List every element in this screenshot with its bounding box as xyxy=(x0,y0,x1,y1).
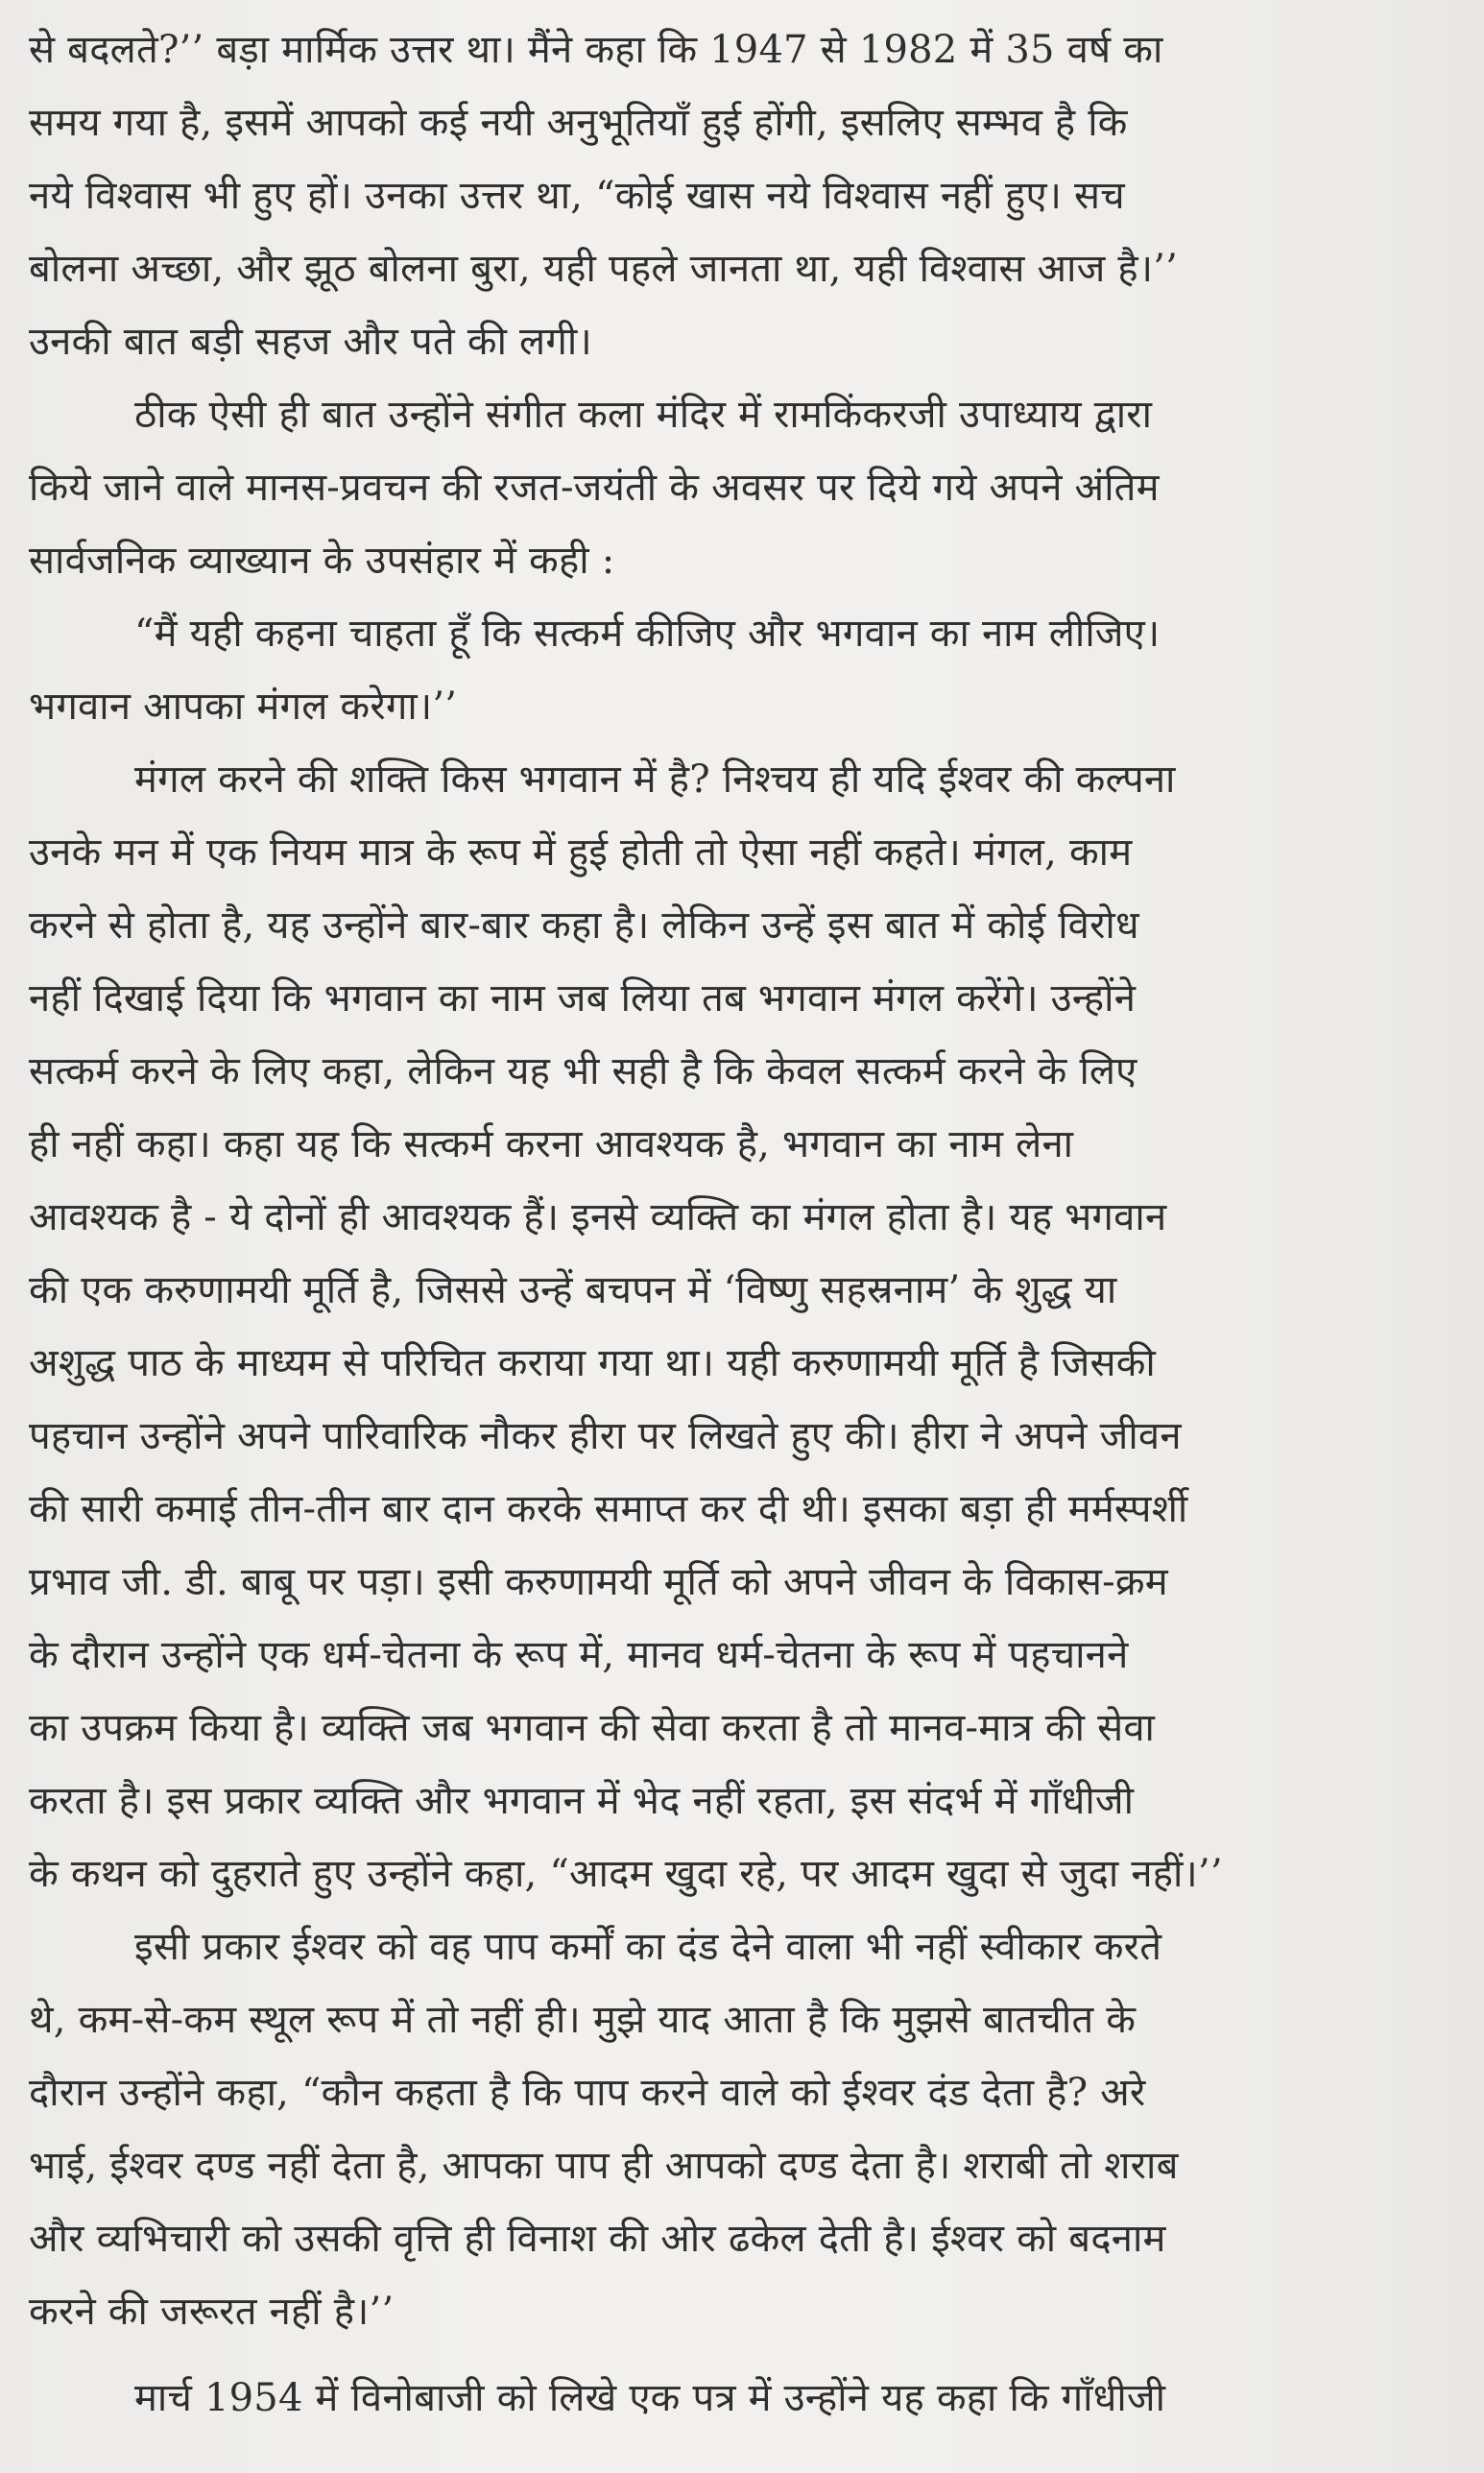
text-line: ही नहीं कहा। कहा यह कि सत्कर्म करना आवश्यक है, भगवान का नाम लेना xyxy=(29,1122,1074,1166)
text-line: “मैं यही कहना चाहता हूँ कि सत्कर्म कीजिए और भगवान का नाम लीजिए। xyxy=(134,612,1161,656)
text-line: करने की जरूरत नहीं है।’’ xyxy=(29,2290,395,2334)
text-line: के दौरान उन्होंने एक धर्म-चेतना के रूप में, मानव धर्म-चेतना के रूप में पहचानने xyxy=(29,1633,1129,1677)
text-line: पहचान उन्होंने अपने पारिवारिक नौकर हीरा पर लिखते हुए की। हीरा ने अपने जीवन xyxy=(29,1414,1182,1458)
text-line: से बदलते?’’ बड़ा मार्मिक उत्तर था। मैंने कहा कि 1947 से 1982 में 35 वर्ष का xyxy=(29,28,1163,72)
text-line: सार्वजनिक व्याख्यान के उपसंहार में कही : xyxy=(29,539,615,583)
text-line: नहीं दिखाई दिया कि भगवान का नाम जब लिया तब भगवान मंगल करेंगे। उन्होंने xyxy=(29,976,1137,1020)
text-line: समय गया है, इसमें आपको कई नयी अनुभूतियाँ हुई होंगी, इसलिए सम्भव है कि xyxy=(29,101,1128,145)
text-line: थे, कम-से-कम स्थूल रूप में तो नहीं ही। मुझे याद आता है कि मुझसे बातचीत के xyxy=(29,1998,1137,2042)
text-line: मंगल करने की शक्ति किस भगवान में है? निश्चय ही यदि ईश्वर की कल्पना xyxy=(134,757,1176,802)
text-line: करता है। इस प्रकार व्यक्ति और भगवान में भेद नहीं रहता, इस संदर्भ में गाँधीजी xyxy=(29,1779,1135,1823)
text-line: की सारी कमाई तीन-तीन बार दान करके समाप्त कर दी थी। इसका बड़ा ही मर्मस्पर्शी xyxy=(29,1487,1188,1531)
text-line: बोलना अच्छा, और झूठ बोलना बुरा, यही पहले जानता था, यही विश्वास आज है।’’ xyxy=(29,247,1179,291)
text-line: की एक करुणामयी मूर्ति है, जिससे उन्हें बचपन में ‘विष्णु सहस्रनाम’ के शुद्ध या xyxy=(29,1268,1117,1312)
text-line: के कथन को दुहराते हुए उन्होंने कहा, “आदम खुदा रहे, पर आदम खुदा से जुदा नहीं।’’ xyxy=(29,1852,1223,1896)
text-line: और व्यभिचारी को उसकी वृत्ति ही विनाश की ओर ढकेल देती है। ईश्वर को बदनाम xyxy=(29,2217,1166,2261)
text-line: इसी प्रकार ईश्वर को वह पाप कर्मों का दंड देने वाला भी नहीं स्वीकार करते xyxy=(134,1925,1162,1969)
text-line: का उपक्रम किया है। व्यक्ति जब भगवान की सेवा करता है तो मानव-मात्र की सेवा xyxy=(29,1706,1156,1750)
text-line: किये जाने वाले मानस-प्रवचन की रजत-जयंती के अवसर पर दिये गये अपने अंतिम xyxy=(29,466,1160,510)
text-line: दौरान उन्होंने कहा, “कौन कहता है कि पाप करने वाले को ईश्वर दंड देता है? अरे xyxy=(29,2071,1146,2115)
text-line: उनकी बात बड़ी सहज और पते की लगी। xyxy=(29,320,592,364)
text-line: आवश्यक है - ये दोनों ही आवश्यक हैं। इनसे व्यक्ति का मंगल होता है। यह भगवान xyxy=(29,1195,1167,1239)
text-line: उनके मन में एक नियम मात्र के रूप में हुई होती तो ऐसा नहीं कहते। मंगल, काम xyxy=(29,830,1133,875)
text-line: नये विश्वास भी हुए हों। उनका उत्तर था, “कोई खास नये विश्वास नहीं हुए। सच xyxy=(29,174,1125,218)
text-line: भगवान आपका मंगल करेगा।’’ xyxy=(29,684,458,729)
text-line: अशुद्ध पाठ के माध्यम से परिचित कराया गया था। यही करुणामयी मूर्ति है जिसकी xyxy=(29,1341,1156,1385)
text-line: सत्कर्म करने के लिए कहा, लेकिन यह भी सही है कि केवल सत्कर्म करने के लिए xyxy=(29,1049,1137,1093)
text-line: प्रभाव जी. डी. बाबू पर पड़ा। इसी करुणामयी मूर्ति को अपने जीवन के विकास-क्रम xyxy=(29,1560,1168,1604)
text-line: ठीक ऐसी ही बात उन्होंने संगीत कला मंदिर में रामकिंकरजी उपाध्याय द्वारा xyxy=(134,393,1153,437)
text-line: भाई, ईश्वर दण्ड नहीं देता है, आपका पाप ही आपको दण्ड देता है। शराबी तो शराब xyxy=(29,2144,1179,2188)
text-line: करने से होता है, यह उन्होंने बार-बार कहा है। लेकिन उन्हें इस बात में कोई विरोध xyxy=(29,903,1139,948)
text-line: मार्च 1954 में विनोबाजी को लिखे एक पत्र में उन्होंने यह कहा कि गाँधीजी xyxy=(134,2376,1166,2420)
